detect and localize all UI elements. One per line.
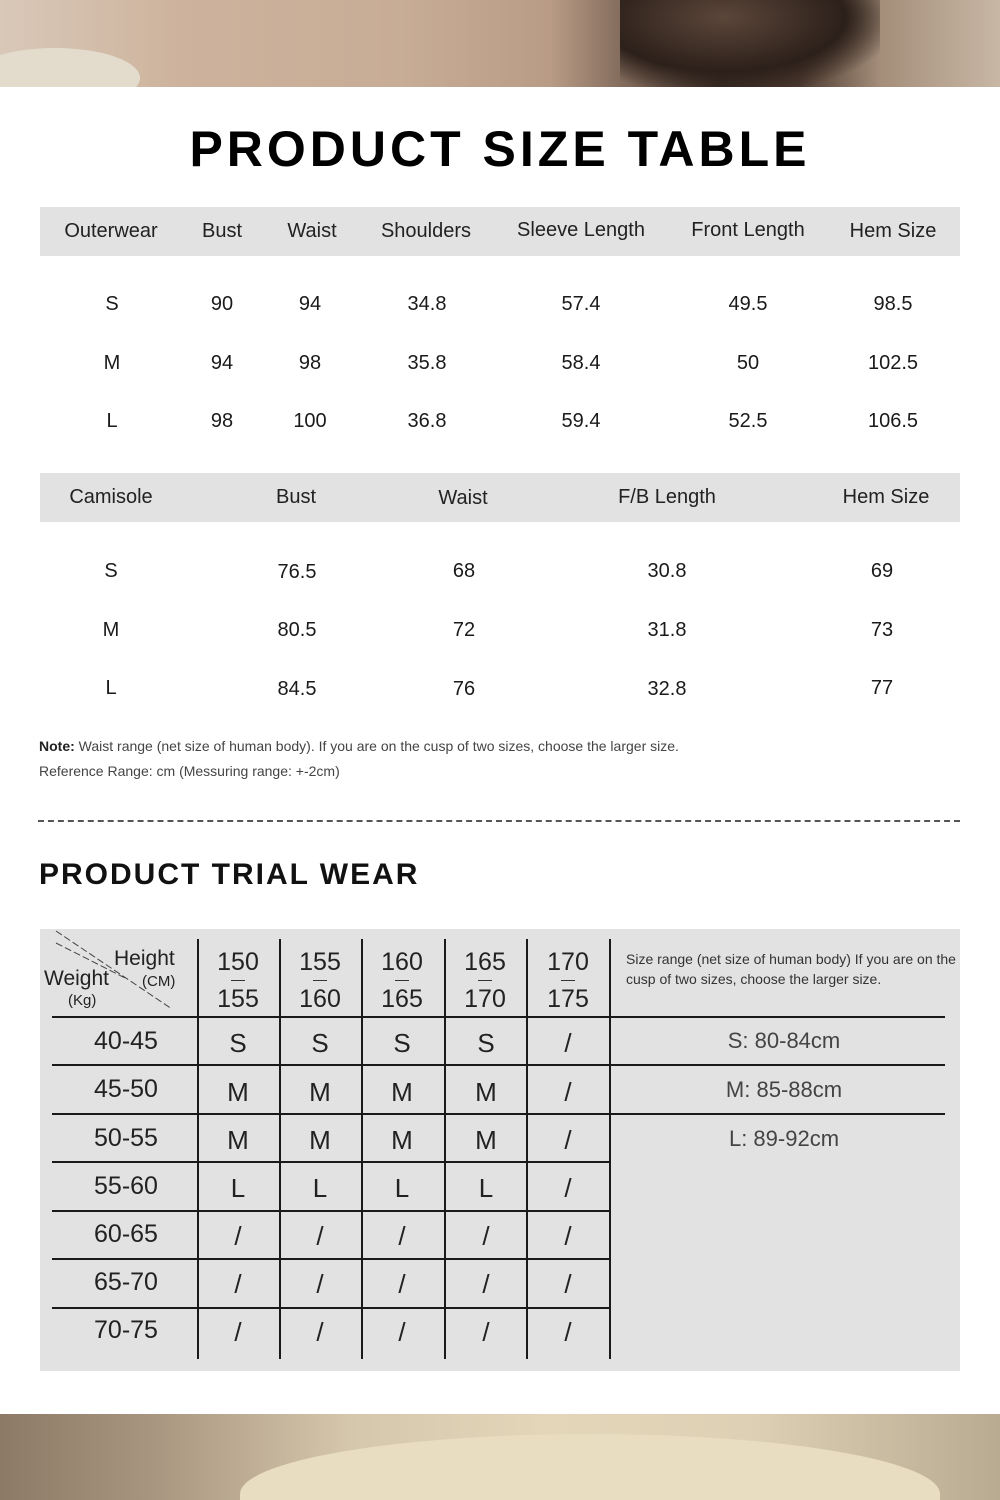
table-cell: 72	[452, 619, 476, 641]
table-cell: 73	[870, 619, 894, 641]
size-label: L	[105, 677, 117, 699]
height-range-bottom: 175	[547, 985, 589, 1013]
size-label: M	[102, 619, 120, 641]
size-cell: M	[391, 1125, 413, 1155]
corner-weight-label: Weight	[44, 967, 109, 990]
grid-line	[197, 939, 199, 1359]
grid-line	[361, 939, 363, 1359]
height-range-top: 160	[381, 948, 423, 976]
trial-wear-title: PRODUCT TRIAL WEAR	[39, 858, 420, 891]
weight-range-label: 55-60	[94, 1172, 158, 1200]
table-cell: 76.5	[277, 561, 317, 583]
header-cell: Front Length	[691, 219, 805, 241]
outerwear-table-header	[40, 207, 960, 256]
header-cell: Waist	[287, 220, 337, 242]
corner-height-label: Height	[114, 947, 175, 970]
note-text: Waist range (net size of human body). If you are on the cusp of two sizes, choose the larger size.	[74, 738, 679, 754]
header-cell: F/B Length	[618, 486, 716, 508]
size-cell: M	[391, 1077, 413, 1107]
grid-line	[52, 1113, 945, 1115]
size-cell: S	[477, 1028, 495, 1058]
size-cell: /	[564, 1077, 572, 1107]
table-cell: 31.8	[647, 619, 687, 641]
header-cell: Hem Size	[849, 220, 937, 242]
size-cell: S	[311, 1028, 329, 1058]
table-cell: 57.4	[561, 293, 601, 315]
size-cell: /	[564, 1221, 572, 1251]
size-cell: /	[316, 1269, 324, 1299]
weight-range-label: 45-50	[94, 1075, 158, 1103]
size-cell: M	[227, 1077, 249, 1107]
reference-range-note: Reference Range: cm (Messuring range: +-2cm)	[39, 763, 340, 779]
size-cell: /	[316, 1317, 324, 1347]
weight-range-label: 65-70	[94, 1268, 158, 1296]
size-cell: S	[229, 1028, 247, 1058]
size-cell: /	[234, 1221, 242, 1251]
size-cell: /	[564, 1173, 572, 1203]
side-size-m: M: 85-88cm	[725, 1077, 843, 1102]
table-cell: 35.8	[407, 352, 447, 374]
outerwear-size-table	[40, 207, 960, 447]
size-cell: M	[227, 1125, 249, 1155]
size-cell: L	[230, 1173, 246, 1203]
table-cell: 34.8	[407, 293, 447, 315]
size-cell: /	[482, 1221, 490, 1251]
model-shoulder	[0, 48, 140, 87]
size-cell: /	[316, 1221, 324, 1251]
table-cell: 98.5	[873, 293, 913, 315]
table-cell: 49.5	[728, 293, 768, 315]
table-cell: 68	[452, 560, 476, 582]
grid-line	[609, 939, 611, 1359]
table-cell: 100	[293, 410, 327, 432]
size-cell: L	[312, 1173, 328, 1203]
header-cell: Bust	[275, 486, 317, 508]
table-cell: 77	[870, 677, 894, 699]
knit-sweater	[240, 1434, 940, 1500]
table-cell: 69	[870, 560, 894, 582]
header-cell: Sleeve Length	[517, 219, 645, 241]
page-title: PRODUCT SIZE TABLE	[189, 121, 811, 177]
size-note	[39, 738, 679, 754]
corner-kg-label: (Kg)	[68, 992, 97, 1009]
grid-line	[52, 1064, 945, 1066]
size-cell: S	[393, 1028, 411, 1058]
size-cell: L	[478, 1173, 494, 1203]
size-cell: /	[398, 1269, 406, 1299]
side-size-l: L: 89-92cm	[728, 1126, 840, 1151]
table-cell: 106.5	[867, 410, 919, 432]
grid-line	[279, 939, 281, 1359]
size-label: L	[106, 410, 118, 432]
camisole-table-header	[40, 473, 960, 522]
weight-range-label: 40-45	[94, 1027, 158, 1055]
size-cell: /	[482, 1317, 490, 1347]
header-cell: Hem Size	[842, 486, 930, 508]
size-cell: /	[564, 1028, 572, 1058]
size-cell: /	[482, 1269, 490, 1299]
grid-line	[444, 939, 446, 1359]
table-cell: 52.5	[728, 410, 768, 432]
corner-cm-label: (CM)	[142, 973, 176, 990]
note-label: Note:	[39, 738, 75, 754]
table-cell: 94	[298, 293, 322, 315]
height-range-bottom: 155	[217, 985, 259, 1013]
size-cell: /	[234, 1269, 242, 1299]
size-label: S	[104, 560, 118, 582]
weight-range-label: 70-75	[94, 1316, 158, 1344]
model-hair	[620, 0, 880, 87]
size-cell: M	[475, 1125, 497, 1155]
size-cell: /	[564, 1125, 572, 1155]
table-cell: 84.5	[277, 678, 317, 700]
grid-line	[52, 1161, 609, 1163]
grid-line	[52, 1016, 945, 1018]
grid-line	[526, 939, 528, 1359]
size-cell: /	[564, 1269, 572, 1299]
table-cell: 50	[736, 352, 760, 374]
weight-range-label: 50-55	[94, 1124, 158, 1152]
height-range-bottom: 170	[464, 985, 506, 1013]
size-cell: /	[398, 1221, 406, 1251]
height-range-top: 155	[299, 948, 341, 976]
size-cell: /	[234, 1317, 242, 1347]
size-cell: /	[398, 1317, 406, 1347]
grid-line	[52, 1307, 609, 1309]
header-cell: Shoulders	[380, 220, 472, 242]
height-range-top: 165	[464, 948, 506, 976]
camisole-size-table	[40, 473, 960, 713]
side-size-s: S: 80-84cm	[727, 1028, 841, 1053]
weight-range-label: 60-65	[94, 1220, 158, 1248]
size-cell: L	[394, 1173, 410, 1203]
grid-line	[52, 1258, 609, 1260]
table-cell: 98	[210, 410, 234, 432]
table-cell: 102.5	[867, 352, 919, 374]
size-cell: /	[564, 1317, 572, 1347]
header-cell: Bust	[201, 220, 243, 242]
height-range-bottom: 160	[299, 985, 341, 1013]
table-cell: 76	[452, 678, 476, 700]
height-range-top: 150	[217, 948, 259, 976]
size-cell: M	[309, 1077, 331, 1107]
table-cell: 36.8	[407, 410, 447, 432]
header-cell: Camisole	[69, 486, 153, 508]
height-range-bottom: 165	[381, 985, 423, 1013]
table-cell: 98	[298, 352, 322, 374]
grid-line	[52, 1210, 609, 1212]
top-model-photo	[0, 0, 1000, 87]
height-range-top: 170	[547, 948, 589, 976]
section-divider	[38, 820, 960, 822]
trial-side-note: Size range (net size of human body) If you are on the cusp of two sizes, choose the larger size.	[626, 951, 956, 987]
table-cell: 32.8	[647, 678, 687, 700]
size-label: S	[105, 293, 119, 315]
trial-wear-table	[40, 929, 960, 1371]
header-cell: Outerwear	[64, 220, 158, 242]
bottom-model-photo	[0, 1414, 1000, 1500]
table-cell: 59.4	[561, 410, 601, 432]
size-cell: M	[475, 1077, 497, 1107]
table-cell: 94	[210, 352, 234, 374]
table-cell: 58.4	[561, 352, 601, 374]
size-cell: M	[309, 1125, 331, 1155]
table-cell: 30.8	[647, 560, 687, 582]
size-label: M	[103, 352, 121, 374]
header-cell: Waist	[438, 487, 488, 509]
table-cell: 90	[210, 293, 234, 315]
table-cell: 80.5	[277, 619, 317, 641]
